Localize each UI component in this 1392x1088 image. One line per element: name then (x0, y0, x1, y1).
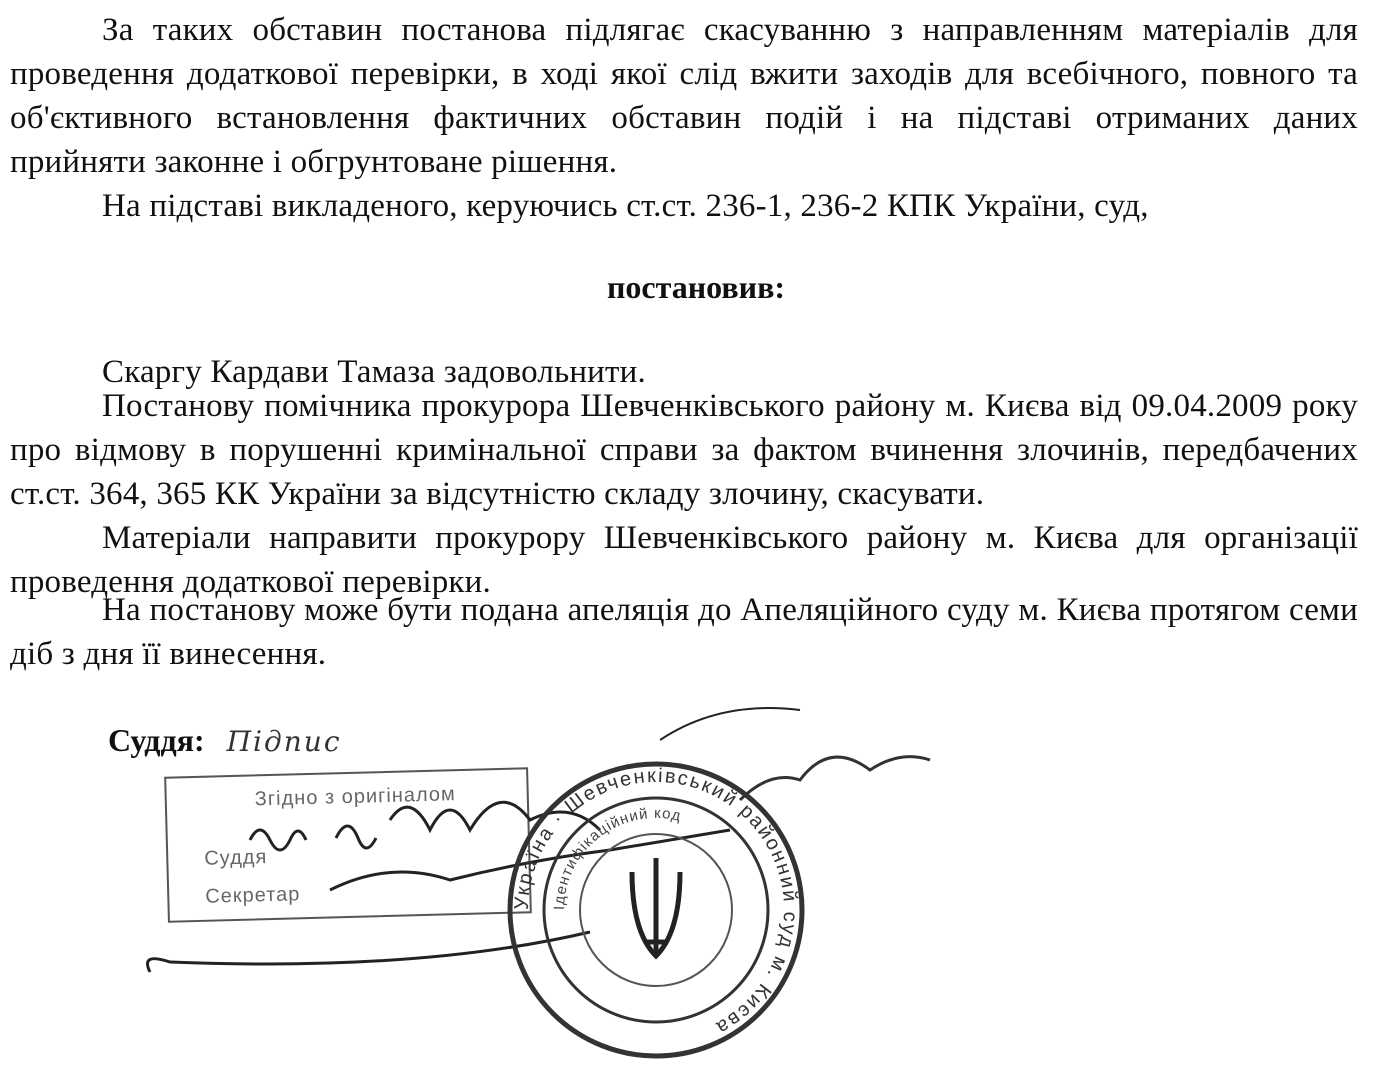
judge-label: Суддя: (108, 722, 205, 758)
resolution-heading: постановив: (606, 269, 786, 305)
seal-outer-text: Україна · Шевченківський районний суд м. Києва (510, 764, 802, 1040)
paragraph-circumstances: За таких обставин постанова підлягає скасуванню з направленням матеріалів для проведення додаткової перевірки, в ході якої слід вжити заходів для всебічного, повного та об'єктивного встановлення фактичних обставин подій і на підставі отриманих даних прийняти законне і обгрунтоване рішення. (10, 12, 1358, 180)
certification-stamp (164, 767, 532, 922)
court-seal (496, 760, 816, 1060)
resolution-item-materials: Матеріали направити прокурору Шевченківського району м. Києва для організації проведення додаткової перевірки. (10, 520, 1358, 600)
stamp-line-secretary: Секретар (205, 883, 301, 908)
judge-signature: Підпис (226, 725, 342, 758)
stamp-line-certified: Згідно з оригіналом (254, 783, 457, 811)
paragraph-legal-basis: На підставі викладеного, керуючись ст.ст. 236-1, 236-2 КПК України, суд, (102, 188, 1149, 224)
judge-signature-row (108, 718, 342, 764)
resolution-item-cancel: Постанову помічника прокурора Шевченківського району м. Києва від 09.04.2009 року про відмову в порушенні кримінальної справи за фактом вчинення злочинів, передбачених ст.ст. 364, 365 КК України за відсутністю складу злочину, скасувати. (10, 388, 1358, 512)
trident-icon (632, 858, 680, 956)
seal-inner-text: Ідентифікаційний код (550, 804, 684, 911)
stamp-line-judge: Суддя (204, 846, 268, 870)
resolution-item-appeal: На постанову може бути подана апеляція до Апеляційного суду м. Києва протягом семи діб з дня її винесення. (10, 592, 1358, 672)
resolution-item-complaint: Скаргу Кардави Тамаза задовольнити. (102, 354, 646, 390)
